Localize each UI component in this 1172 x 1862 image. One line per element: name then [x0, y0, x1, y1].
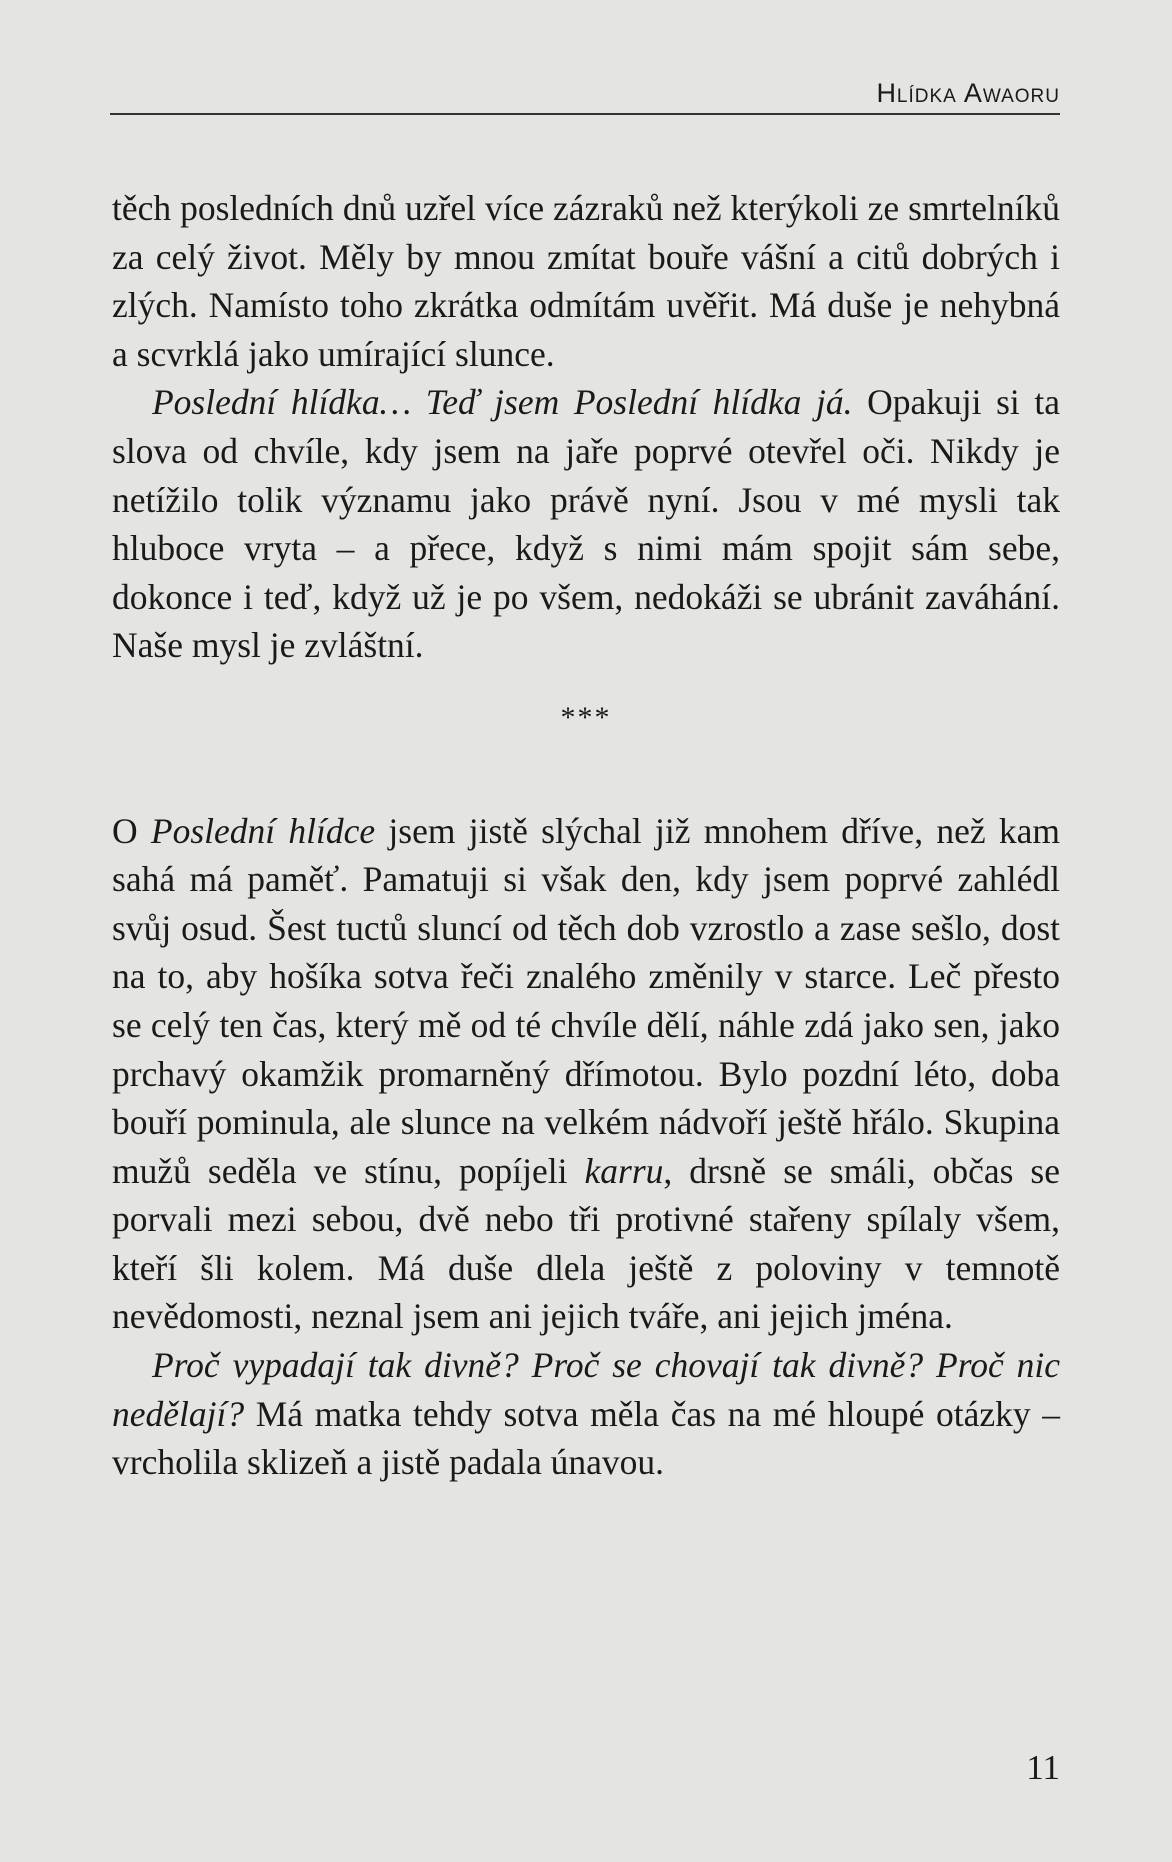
italic-text: karru	[584, 1150, 664, 1191]
text-segment: , drsně se smáli, občas se porvali mezi sebou, dvě nebo tři protivné stařeny spílaly všem, kteří šli kolem. Má duše dlela ještě z poloviny v temnotě nevědomosti, neznal jsem ani jejich tváře, ani jejich jména.	[112, 1150, 1060, 1337]
page-number: 11	[1026, 1748, 1060, 1787]
paragraph	[112, 807, 1060, 1342]
text-segment: jsem jistě slýchal již mnohem dříve, než kam sahá má paměť. Pamatuji si však den, kdy jsem poprvé zahlédl svůj osud. Šest tuctů sluncí od těch dob vzrostlo a zase sešlo, dost na to, aby hošíka sotva řeči znalého změnily v starce. Leč přesto se celý ten čas, který mě od té chvíle dělí, náhle zdá jako sen, jako prchavý okamžik promarněný dřímotou. Bylo pozdní léto, doba bouří pominula, ale slunce na velkém nádvoří ještě hřálo. Skupina mužů seděla ve stínu, popíjeli	[112, 810, 1060, 1191]
paragraph	[112, 184, 1060, 378]
text-segment: O	[112, 810, 151, 851]
italic-text: Poslední hlídce	[150, 810, 376, 851]
text-segment: Má matka tehdy sotva měla čas na mé hloupé otázky – vrcholila sklizeň a jistě padala únavou.	[112, 1393, 1060, 1483]
body-text	[112, 184, 1060, 1487]
header-rule	[110, 113, 1060, 115]
paragraph	[112, 378, 1060, 670]
text-segment: těch posledních dnů uzřel více zázraků než kterýkoli ze smrtelníků za celý život. Měly by mnou zmítat bouře vášní a citů dobrých i zlých. Namísto toho zkrátka odmítám uvěřit. Má duše je nehybná a scvrklá jako umírající slunce.	[112, 188, 1060, 374]
paragraph	[112, 1341, 1060, 1487]
running-head: Hlídka Awaoru	[876, 78, 1060, 108]
italic-text: Proč vypadají tak divně? Proč se chovají tak divně? Proč nic nedělají?	[112, 1345, 1060, 1434]
italic-text: Poslední hlídka… Teď jsem Poslední hlídka já.	[152, 382, 853, 423]
text-segment: Opakuji si ta slova od chvíle, kdy jsem na jaře poprvé otevřel oči. Nikdy je netížilo tolik významu jako právě nyní. Jsou v mé mysli tak hluboce vryta – a přece, když s nimi mám spojit sám sebe, dokonce i teď, když už je po všem, nedokáži se ubránit zaváhání. Naše mysl je zvláštní.	[112, 382, 1060, 666]
section-separator: ***	[560, 700, 612, 734]
